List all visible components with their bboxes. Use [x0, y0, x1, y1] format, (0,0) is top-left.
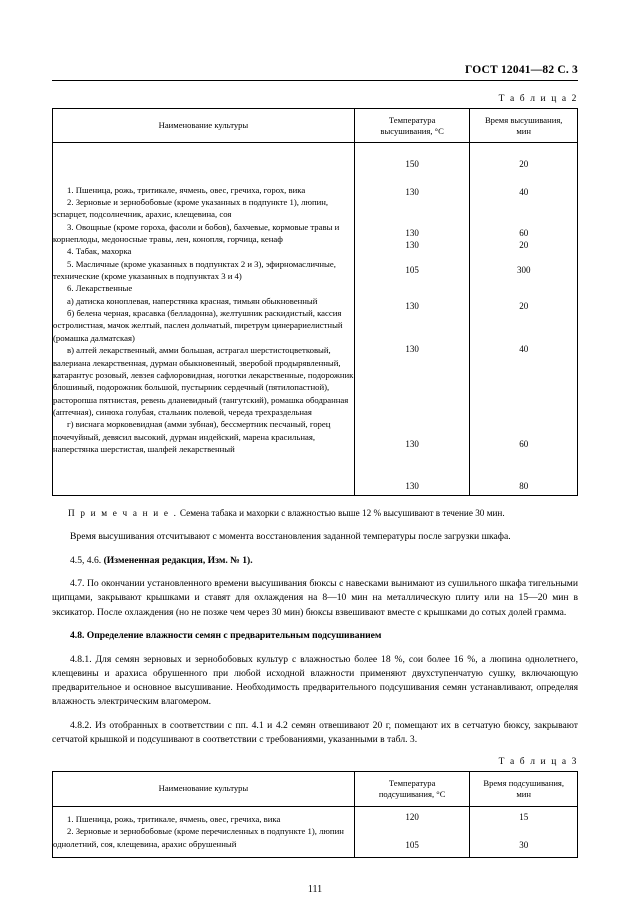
header-divider [52, 80, 578, 81]
table2-time-2: 40 [519, 187, 529, 198]
table3-time-cell [470, 806, 578, 857]
table2-temp-4: 130 [405, 240, 419, 251]
table2-time-1: 20 [519, 159, 529, 170]
table3-caption: Т а б л и ц а 3 [498, 757, 578, 768]
table2-item-6a: а) датиска коноплевая, наперстянка красная, тимьян обыкновенный [67, 295, 318, 306]
table3-col-name: Наименование культуры [53, 772, 355, 806]
table2-item-6b: б) белена черная, красавка (белладонна), желтушник раскидистый, кассия остролистная, мачок желтый, паслен дольчатый, пиретрум цинерариелистный (ромашка далматская) [53, 308, 343, 343]
table2-item-2: 2. Зерновые и зернобобовые (кроме указанных в подпункте 1), люпин, эспарцет, подсолнечник, арахис, клещевина, соя [53, 197, 329, 220]
table2-time-cell [470, 143, 578, 496]
table2-col-time [470, 109, 578, 143]
table2-item-3: 3. Овощные (кроме гороха, фасоли и бобов), бахчевые, кормовые травы и корнеплоды, медоносные травы, лен, конопля, горчица, кенаф [53, 221, 340, 245]
table2-time-6g: 80 [519, 481, 529, 492]
table2-time-3: 60 [519, 228, 529, 239]
table3-col-time-line2: мин [516, 788, 531, 799]
paragraph-4-8-1: 4.8.1. Для семян зерновых и зернобобовых культур с влажностью более 18 %, сои более 16 %, а люпина однолетнего, клещевины и арахиса обрушенного при любой исходной влажности применяют двухступенчатую сушку, включающую предварительное и основное высушивание. Необходимость предварительного подсушивания семян устанавливают, определяя влажность электрическим влагомером. [52, 653, 578, 708]
table3-temp-1: 120 [405, 811, 419, 822]
table2-temp-6a: 130 [405, 301, 419, 312]
table2-col-temperature [354, 109, 470, 143]
table2-temp-6g: 130 [405, 481, 419, 492]
clause-4-8-heading: 4.8. Определение влажности семян с предварительным подсушиванием [70, 630, 382, 642]
page-number: 111 [307, 884, 323, 895]
paragraph-drying-time: Время высушивания отсчитывают с момента восстановления заданной температуры после загрузки шкафа. [70, 531, 511, 542]
table2-header-row [53, 109, 578, 143]
table3-temperature-cell [354, 806, 470, 857]
table2-col-temperature-line2: высушивания, °С [380, 125, 444, 136]
table2-col-time-line1: Время высушивания, [484, 115, 563, 125]
paragraph-4-8-2: 4.8.2. Из отобранных в соответствии с пп. 4.1 и 4.2 семян отвешивают 20 г, помещают их в сетчатую бюксу, закрывают сетчатой крышкой и подсушивают в соответствии с требованиями, указанными в табл. 3. [52, 719, 578, 745]
table2-temperature-cell [354, 143, 470, 496]
table2-temp-6b: 130 [405, 344, 419, 355]
table3-culture-cell [53, 806, 355, 857]
table3-col-temperature-line1: Температура [388, 778, 436, 789]
table2-temp-6v: 130 [405, 439, 419, 450]
table3-time-2: 30 [519, 839, 529, 850]
table2-temp-3: 130 [405, 228, 419, 239]
table2-item-1: 1. Пшеница, рожь, тритикале, ячмень, овес, гречиха, горох, вика [67, 184, 306, 195]
table3-item-1: 1. Пшеница, рожь, тритикале, ячмень, овес, гречиха, вика [67, 814, 281, 825]
paragraph-4-7: 4.7. По окончании установленного времени высушивания бюксы с навесками вынимают из сушильного шкафа тигельными щипцами, закрывают крышками и ставят для охлаждения на 8—10 мин на металлическую плиту или на 15—20 мин в эксикатор. После охлаждения (но не позже чем через 30 мин) бюксы взвешивают вместе с крышками до сотых долей грамма. [52, 578, 578, 618]
clause-4-5-4-6-prefix: 4.5, 4.6. [70, 554, 104, 566]
table2-col-time-line2: мин [516, 125, 531, 136]
table3-temp-2: 105 [405, 839, 419, 850]
table2-note [52, 507, 578, 520]
table3-header-row [53, 772, 578, 806]
note-text: Семена табака и махорки с влажностью выше 12 % высушивают в течение 30 мин. [179, 508, 505, 519]
table-row [53, 143, 578, 496]
table2-time-6b: 40 [519, 344, 529, 355]
table-2 [52, 108, 578, 496]
table-3 [52, 771, 578, 857]
clause-4-5-4-6-bold: (Измененная редакция, Изм. № 1). [103, 554, 253, 566]
table2-item-6: 6. Лекарственные [67, 283, 133, 294]
table3-item-2: 2. Зерновые и зернобобовые (кроме перечисленных в подпункте 1), люпин однолетний, соя, клещевина, арахис обрушенный [53, 826, 344, 849]
table-row [53, 806, 578, 857]
table2-item-4: 4. Табак, махорка [67, 246, 132, 257]
paragraph-4-5-4-6 [52, 554, 578, 568]
table2-col-name: Наименование культуры [53, 109, 355, 143]
paragraph-4-8 [52, 629, 578, 643]
table2-temp-2: 130 [405, 187, 419, 198]
table2-item-5: 5. Масличные (кроме указанных в подпунктах 2 и 3), эфирномасличные, технические (кроме указанных в подпунктах 3 и 4) [53, 258, 336, 282]
table3-col-temperature-line2: подсушивания, °С [378, 788, 446, 799]
table2-time-6a: 20 [519, 301, 529, 312]
table2-culture-cell [53, 143, 355, 496]
table3-col-time-line1: Время подсушивания, [483, 778, 565, 789]
table2-time-4: 20 [519, 240, 529, 251]
table2-col-temperature-line1: Температура [388, 115, 436, 125]
table2-temp-5: 105 [405, 265, 419, 276]
standard-title: ГОСТ 12041—82 С. 3 [465, 64, 578, 76]
table3-col-time [470, 772, 578, 806]
table2-item-6g: г) виснага морковевидная (амми зубная), бессмертник песчаный, горец почечуйный, девясил высокий, дурман индейский, марена красильная, наперстянка шерстистая, шалфей лекарственный [53, 419, 331, 454]
table2-caption: Т а б л и ц а 2 [498, 94, 578, 104]
page-header [52, 64, 578, 79]
table3-time-1: 15 [519, 811, 529, 822]
note-label: П р и м е ч а н и е . [68, 508, 178, 519]
table2-temp-1: 150 [405, 159, 419, 170]
table2-item-6v: в) алтей лекарственный, амми большая, астрагал шерстистоцветковый, валериана лекарственная, дурман обыкновенный, зверобой продырявленный, катарантус розовый, левзея сафлоровидная, ноготки лекарственные, подорожник блошиный, подорожник большой, пустырник сердечный (пятилопастной), расторопша пятнистая, ревень дланевидный (тангутский), ромашка ободранная (аптечная), синюха голубая, стальник полевой, череда трехраздельная [53, 345, 354, 417]
table2-time-5: 300 [516, 265, 531, 276]
table3-col-temperature [354, 772, 470, 806]
table2-time-6v: 60 [519, 439, 529, 450]
